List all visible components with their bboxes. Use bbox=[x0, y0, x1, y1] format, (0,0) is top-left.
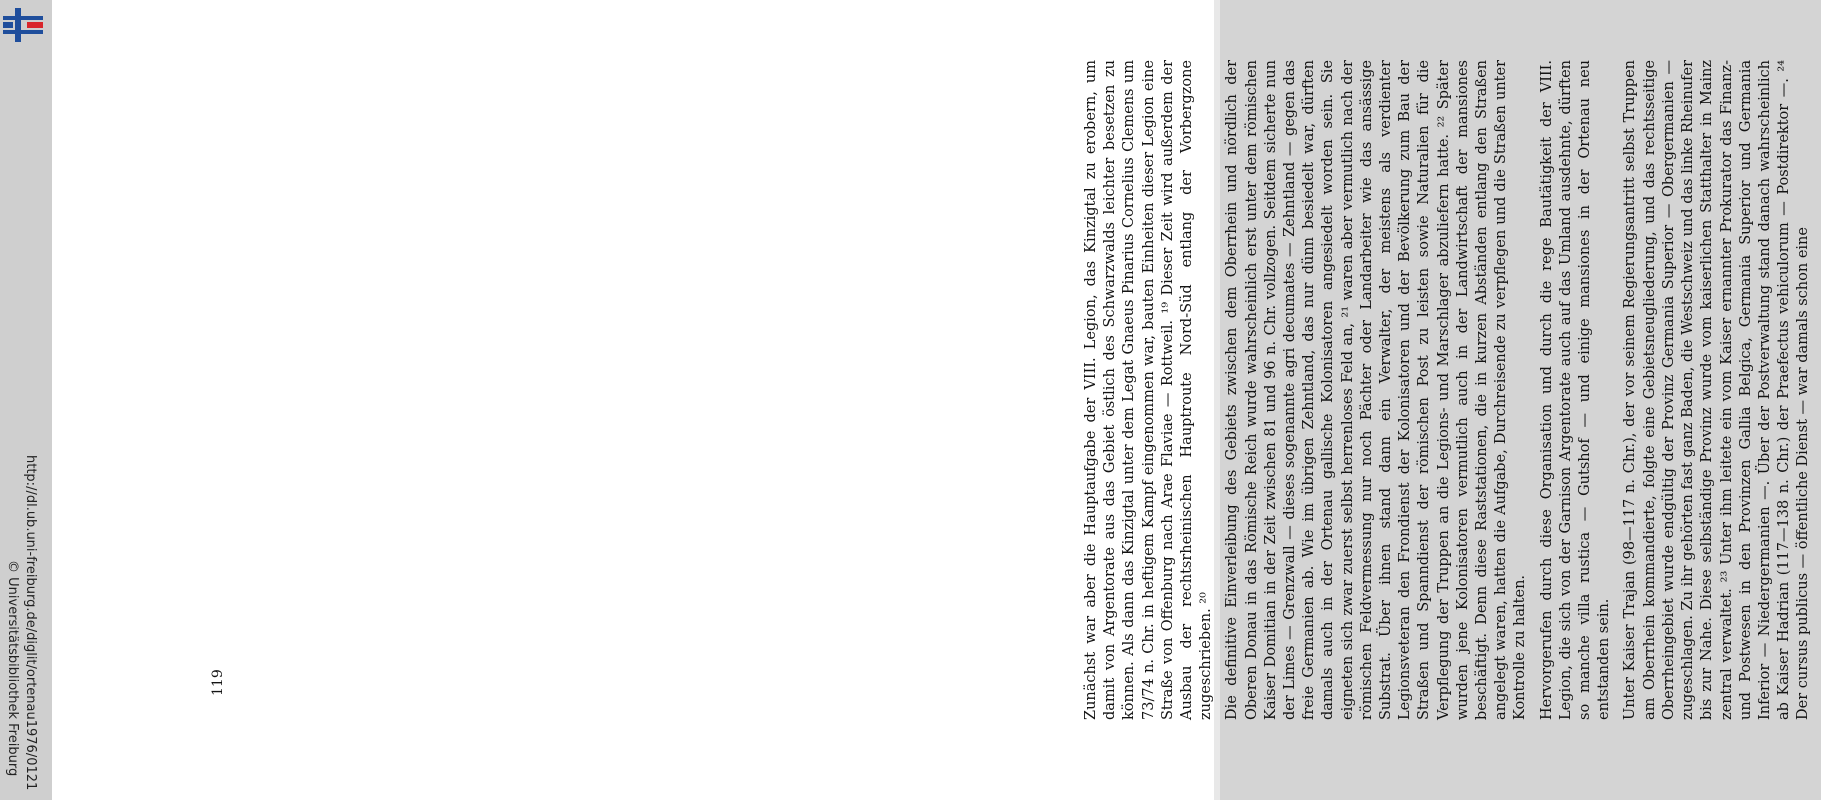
ub-freiburg-logo-icon[interactable] bbox=[3, 8, 43, 42]
page-text bbox=[1082, 60, 1821, 720]
scanned-page bbox=[52, 0, 1812, 800]
page-number-text: 119 bbox=[210, 669, 226, 696]
paragraph-3: Hervorgerufen durch diese Organisation und durch die rege Bautätigkeit der VIII. Legion, die sich von der Garnison Argentorate auch auf das Umland ausdehnte, dürften so manche villa rustica — Gutshof — und einige mansiones in der Ortenau neu entstanden sein. bbox=[1538, 60, 1613, 720]
paragraph-2: Die definitive Einverleibung des Gebiets zwischen dem Oberrhein und nördlich der Oberen Donau in das Römische Reich wurde wahrscheinlich erst unter dem römischen Kaiser Domitian in der Zeit zwischen 81 und 96 n. Chr. vollzogen. Seitdem sicherte nun der Limes — Grenzwall — dieses sogenannte agri decumates — Zehntland — gegen das freie Germanien ab. Wie im übrigen Zehntland, das nur dünn besiedelt war, dürften damals auch in der Ortenau gallische Kolonisatoren angesiedelt worden sein. Sie eigneten sich zwar zuerst selbst herrenloses Feld an, ²¹ waren aber vermutlich nach der römischen Feldvermessung nur noch Pächter oder Landarbeiter wie das ansässige Substrat. Über ihnen stand dann ein Verwalter, der meistens als verdienter Legionsveteran den Frondienst der Kolonisatoren und der Bevölkerung zum Bau der Straßen und Spanndienst der römischen Post zu leisten sowie Naturalien für die Verpflegung der Truppen an die Legions- und Marschlager abzuliefern hatte. ²² Später wurden jene Kolonisatoren vermutlich auch in der Landwirtschaft der mansiones beschäftigt. Denn diese Raststationen, die in kurzen Abständen entlang den Straßen angelegt waren, hatten die Aufgabe, Durchreisende zu verpflegen und die Straßen unter Kontrolle zu halten. bbox=[1224, 60, 1529, 720]
paragraph-1: Zunächst war aber die Hauptaufgabe der VIII. Legion, das Kinzigtal zu erobern, um damit von Argentorate aus das Gebiet östlich des Schwarzwalds leichter besetzen zu können. Als dann das Kinzigtal unter dem Legat Gnaeus Pinarius Cornelius Clemens um 73/74 n. Chr. in heftigem Kampf eingenommen war, bauten Einheiten dieser Legion eine Straße von Offenburg nach Arae Flaviae — Rottweil. ¹⁹ Dieser Zeit wird außerdem der Ausbau der rechtsrheinischen Hauptroute Nord-Süd entlang der Vorbergzone zugeschrieben. ²⁰ bbox=[1083, 60, 1215, 720]
page-number bbox=[210, 669, 230, 702]
viewer-sidebar bbox=[0, 0, 52, 800]
copyright-notice: © Universitätsbibliothek Freiburg bbox=[5, 560, 20, 777]
source-url[interactable]: http://dl.ub.uni-freiburg.de/diglit/ortenau1976/0121 bbox=[23, 455, 38, 791]
paragraph-4: Unter Kaiser Trajan (98—117 n. Chr.), der vor seinem Regierungsantritt selbst Truppen am Oberrhein kommandierte, folgte eine Gebietsneugliederung, und das rechtsseitige Oberrheingebiet wurde endgültig der Provinz Germania Superior — Obergermanien — zugeschlagen. Zu ihr gehörten fast ganz Baden, die Westschweiz und das linke Rheinufer bis zur Nahe. Diese selbständige Provinz wurde vom kaiserlichen Statthalter in Mainz zentral verwaltet. ²³ Unter ihm leitete ein vom Kaiser ernannter Prokurator das Finanz- und Postwesen in den Provinzen Gallia Belgica, Germania Superior und Germania Inferior — Niedergermanien —. Über der Postverwaltung stand danach wahrscheinlich ab Kaiser Hadrian (117—138 n. Chr.) der Praefectus vehiculorum — Postdirektor —. ²⁴ Der cursus publicus — öffentliche Dienst — war damals schon eine bbox=[1622, 60, 1812, 720]
